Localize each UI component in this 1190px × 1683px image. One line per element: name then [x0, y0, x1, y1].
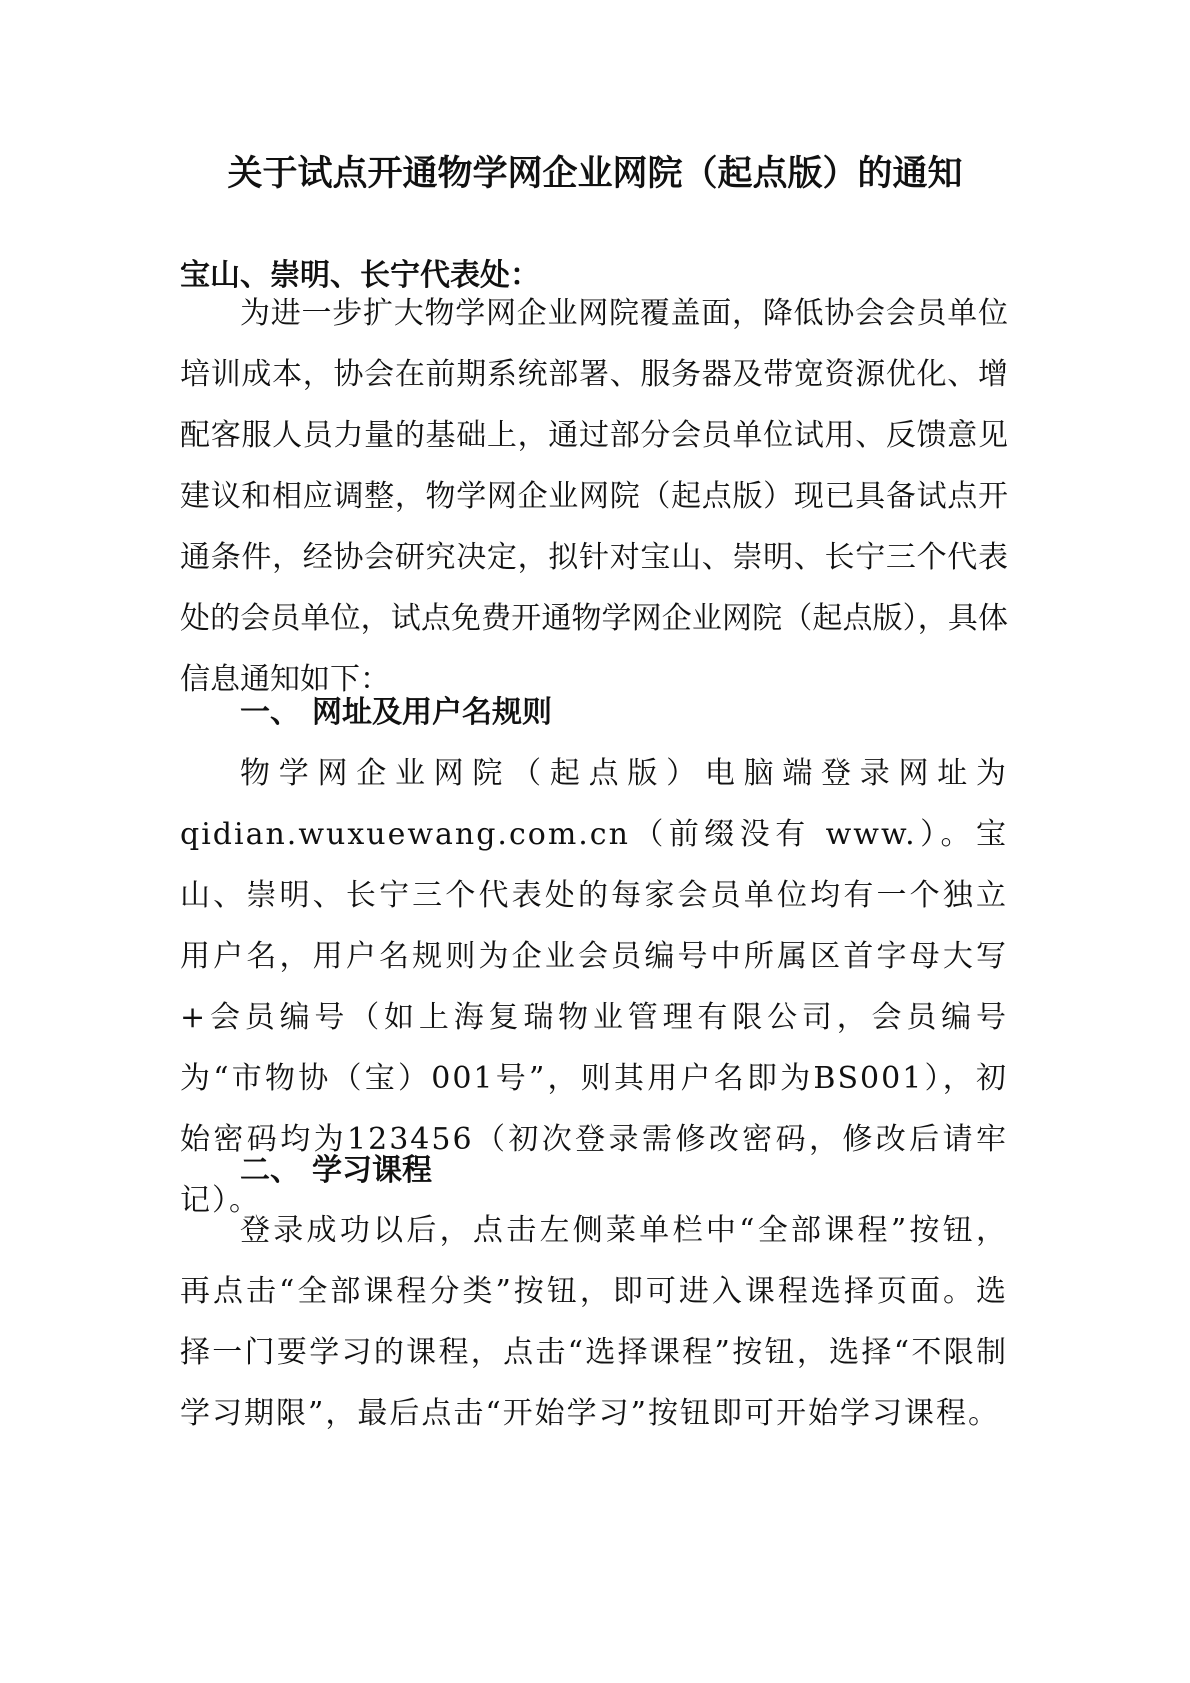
section-number: 二、	[240, 1153, 300, 1188]
section-heading-2	[240, 1148, 432, 1194]
section-body-1: 物学网企业网院（起点版）电脑端登录网址为qidian.wuxuewang.com.cn（前缀没有 www.）。宝山、崇明、长宁三个代表处的每家会员单位均有一个独立用户名，用户名规则为企业会员编号中所属区首字母大写+会员编号（如上海复瑞物业管理有限公司，会员编号为“市物协（宝）001号”，则其用户名即为BS001），初始密码均为123456（初次登录需修改密码，修改后请牢记）。	[180, 756, 1008, 1218]
section-title: 网址及用户名规则	[312, 695, 552, 730]
section-heading-1	[240, 690, 552, 736]
section-number: 一、	[240, 695, 300, 730]
section-title: 学习课程	[312, 1153, 432, 1188]
salutation: 宝山、崇明、长宁代表处：	[180, 258, 540, 293]
section-body-2: 登录成功以后，点击左侧菜单栏中“全部课程”按钮，再点击“全部课程分类”按钮，即可进入课程选择页面。选择一门要学习的课程，点击“选择课程”按钮，选择“不限制学习期限”，最后点击“开始学习”按钮即可开始学习课程。	[180, 1213, 1008, 1431]
document-title: 关于试点开通物学网企业网院（起点版）的通知	[227, 154, 963, 194]
intro-paragraph: 为进一步扩大物学网企业网院覆盖面，降低协会会员单位培训成本，协会在前期系统部署、服务器及带宽资源优化、增配客服人员力量的基础上，通过部分会员单位试用、反馈意见建议和相应调整，物学网企业网院（起点版）现已具备试点开通条件，经协会研究决定，拟针对宝山、崇明、长宁三个代表处的会员单位，试点免费开通物学网企业网院（起点版），具体信息通知如下：	[180, 296, 1008, 697]
